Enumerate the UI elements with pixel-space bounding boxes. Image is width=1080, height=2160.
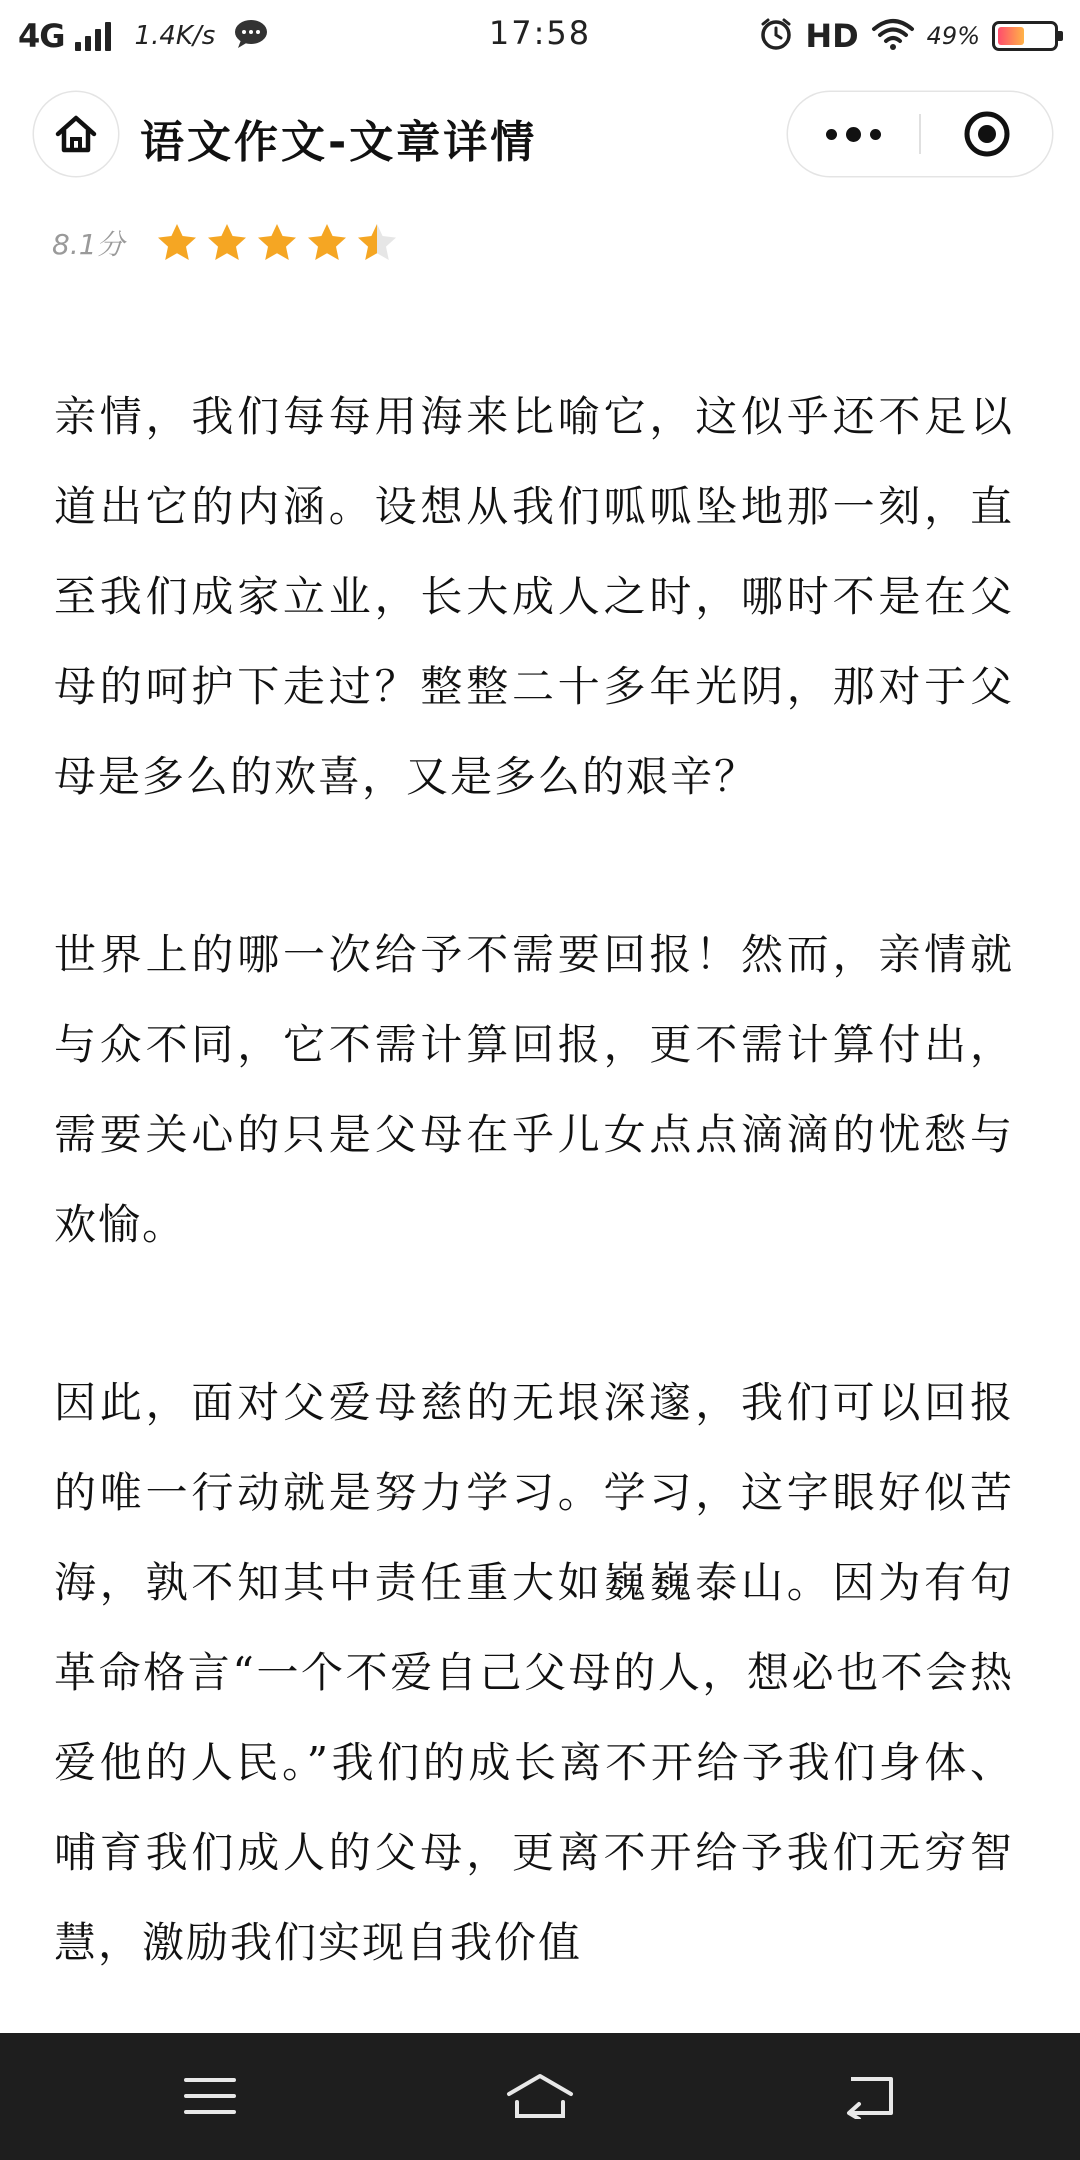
network-type: 4G — [18, 17, 65, 55]
article-paragraph: 世界上的哪一次给予不需要回报！然而，亲情就与众不同，它不需计算回报，更不需计算付出，需要关心的只是父母在乎儿女点点滴滴的忧愁与欢愉。 — [54, 930, 1014, 1249]
star-icon — [355, 221, 399, 265]
capsule-divider — [919, 114, 921, 154]
network-speed: 1.4K/s — [134, 21, 216, 51]
nav-bar — [0, 80, 1080, 190]
system-home-button[interactable] — [495, 2061, 585, 2131]
more-dot — [870, 129, 881, 140]
menu-button[interactable] — [165, 2061, 255, 2131]
star-rating — [155, 221, 399, 265]
battery-icon — [992, 21, 1058, 51]
back-icon — [841, 2073, 899, 2119]
back-button[interactable] — [825, 2061, 915, 2131]
more-dot — [846, 127, 861, 142]
battery-level — [998, 27, 1024, 45]
menu-icon — [182, 2074, 238, 2118]
star-icon — [155, 221, 199, 265]
article-paragraph: 亲情，我们每每用海来比喻它，这似乎还不足以道出它的内涵。设想从我们呱呱坠地那一刻，直至我们成家立业，长大成人之时，哪时不是在父母的呵护下走过？整整二十多年光阴，那对于父母是多么的欢喜，又是多么的艰辛？ — [54, 392, 1014, 801]
star-icon — [205, 221, 249, 265]
status-bar — [0, 0, 1080, 72]
star-icon — [305, 221, 349, 265]
more-dot — [826, 129, 837, 140]
mini-program-capsule — [788, 92, 1052, 176]
status-right — [759, 14, 1058, 58]
wifi-icon — [871, 17, 915, 55]
close-button[interactable] — [922, 92, 1052, 176]
alarm-icon — [759, 17, 793, 55]
hd-indicator: HD — [805, 17, 859, 55]
page-title: 语文作文-文章详情 — [140, 117, 538, 168]
star-icon — [255, 221, 299, 265]
system-home-icon — [503, 2072, 577, 2120]
rating-score: 8.1分 — [52, 228, 125, 261]
battery-percent: 49% — [926, 22, 980, 50]
article-paragraph: 因此，面对父爱母慈的无垠深邃，我们可以回报的唯一行动就是努力学习。学习，这字眼好似苦海，孰不知其中责任重大如巍巍泰山。因为有句革命格言“一个不爱自己父母的人，想必也不会热爱他的人民。”我们的成长离不开给予我们身体、哺育我们成人的父母，更离不开给予我们无穷智慧，激励我们实现自我价值 — [54, 1378, 1014, 1967]
clock: 17:58 — [488, 14, 592, 52]
system-nav-bar — [0, 2033, 1080, 2160]
target-close-icon — [962, 109, 1012, 159]
more-button[interactable] — [788, 92, 918, 176]
rating — [52, 218, 399, 268]
home-button[interactable] — [34, 92, 118, 176]
home-icon — [54, 114, 98, 154]
article-body — [54, 372, 1014, 2076]
